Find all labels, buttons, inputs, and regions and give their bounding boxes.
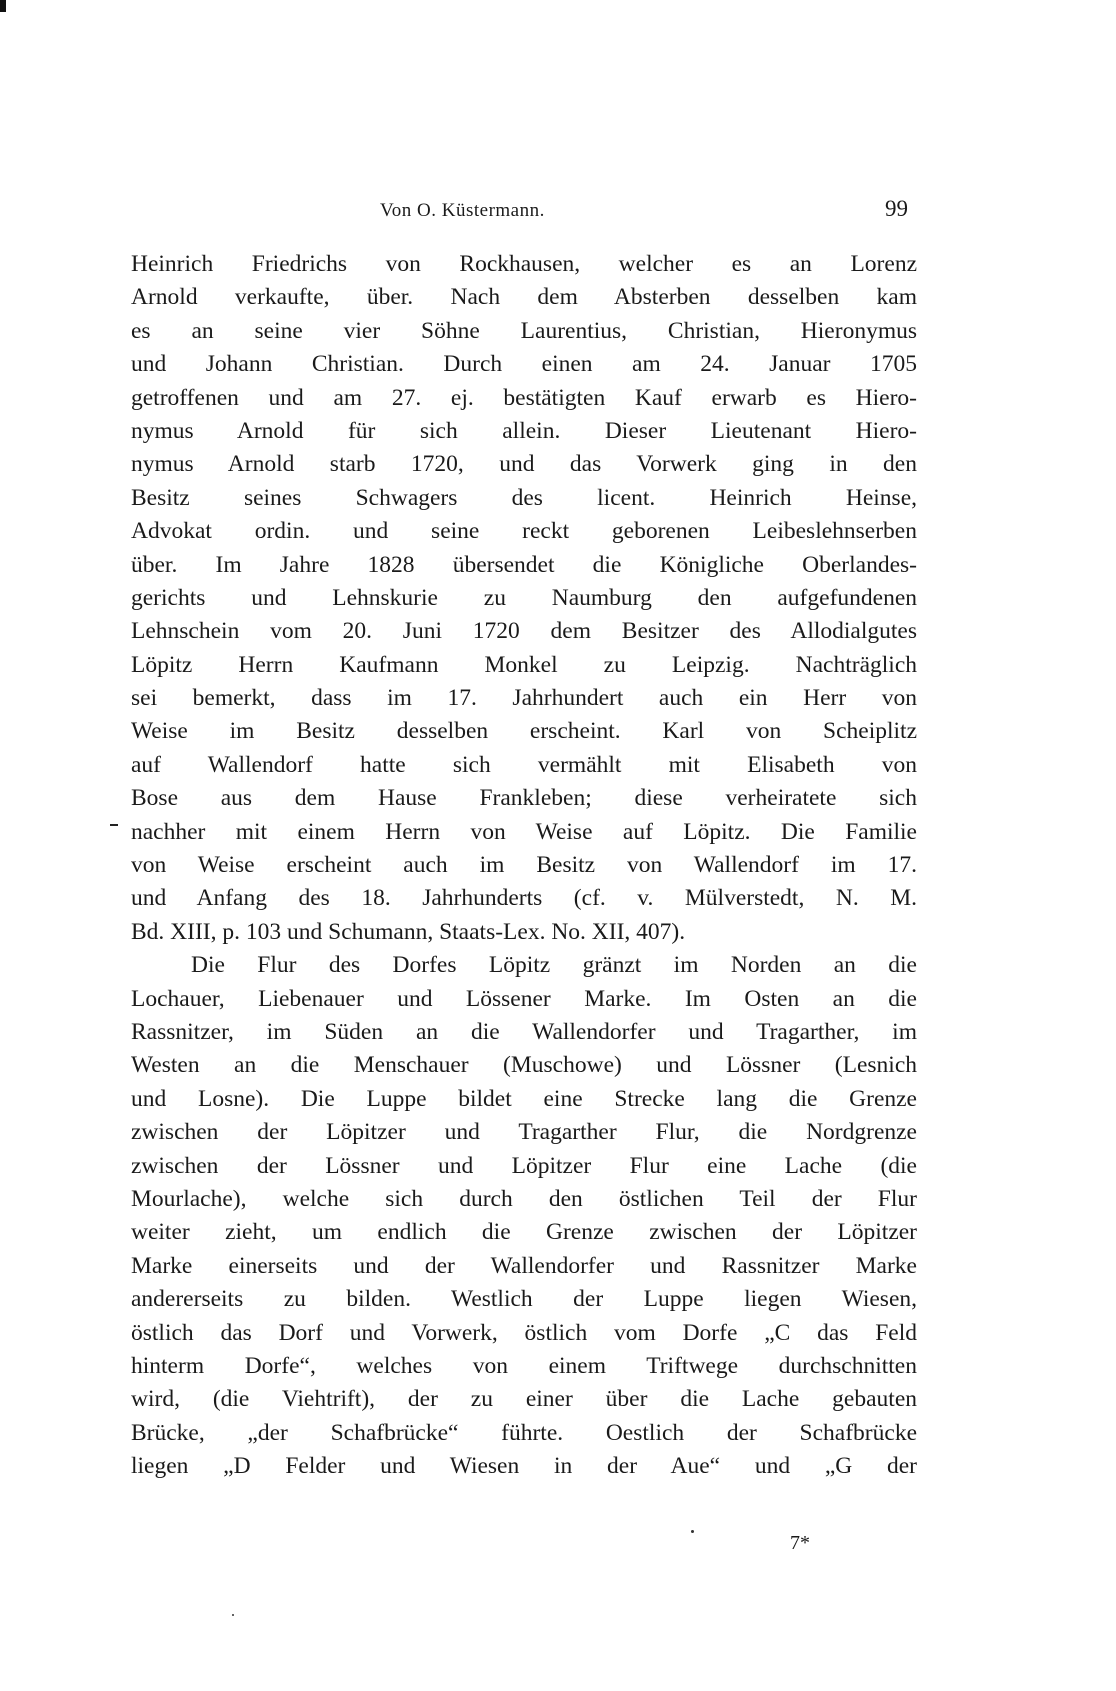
text-line: und Anfang des 18. Jahrhunderts (cf. v. Mülverstedt, N. M. (131, 885, 917, 912)
text-line: über. Im Jahre 1828 übersendet die Königliche Oberlandes- (131, 551, 917, 578)
text-line: Heinrich Friedrichs von Rockhausen, welcher es an Lorenz (131, 251, 917, 277)
text-line: Lehnschein vom 20. Juni 1720 dem Besitzer des Allodialgutes (131, 618, 917, 645)
text-line: und Losne). Die Luppe bildet eine Strecke lang die Grenze (131, 1085, 917, 1112)
paragraph-start-line: Die Flur des Dorfes Löpitz gränzt im Norden an die (191, 952, 917, 979)
text-line: hinterm Dorfe“, welches von einem Triftwege durchschnitten (131, 1352, 917, 1379)
text-line: weiter zieht, um endlich die Grenze zwischen der Löpitzer (131, 1219, 917, 1246)
text-line: Brücke, „der Schafbrücke“ führte. Oestlich der Schafbrücke (131, 1419, 917, 1446)
text-line: Arnold verkaufte, über. Nach dem Absterben desselben kam (131, 284, 917, 311)
text-line: östlich das Dorf und Vorwerk, östlich vom Dorfe „C das Feld (131, 1319, 917, 1346)
text-line: nymus Arnold starb 1720, und das Vorwerk ging in den (131, 451, 917, 478)
text-line: Advokat ordin. und seine reckt geborenen Leibeslehnserben (131, 518, 917, 545)
scan-speck (691, 1530, 694, 1533)
body-text (131, 248, 917, 1483)
text-line: und Johann Christian. Durch einen am 24. Januar 1705 (131, 351, 917, 378)
scan-corner-mark (0, 0, 6, 12)
text-line: nymus Arnold für sich allein. Dieser Lieutenant Hiero- (131, 417, 917, 444)
text-line: Lochauer, Liebenauer und Lössener Marke. Im Osten an die (131, 985, 917, 1012)
text-line: liegen „D Felder und Wiesen in der Aue“ und „G der (131, 1453, 917, 1480)
text-line: Besitz seines Schwagers des licent. Heinrich Heinse, (131, 484, 917, 511)
text-line: gerichts und Lehnskurie zu Naumburg den aufgefundenen (131, 584, 917, 611)
text-line: Löpitz Herrn Kaufmann Monkel zu Leipzig. Nachträglich (131, 651, 917, 678)
scan-speck (232, 1614, 234, 1616)
text-line: Mourlache), welche sich durch den östlichen Teil der Flur (131, 1185, 917, 1212)
text-line: wird, (die Viehtrift), der zu einer über die Lache gebauten (131, 1386, 917, 1413)
text-line: Weise im Besitz desselben erscheint. Karl von Scheiplitz (131, 718, 917, 745)
running-head (0, 196, 1116, 230)
text-line: zwischen der Löpitzer und Tragarther Flur, die Nordgrenze (131, 1119, 917, 1146)
running-title: Von O. Küstermann. (380, 200, 545, 221)
page-number: 99 (885, 196, 908, 221)
text-line: von Weise erscheint auch im Besitz von Wallendorf im 17. (131, 852, 917, 879)
text-line: Bose aus dem Hause Frankleben; diese verheiratete sich (131, 785, 917, 812)
text-line: es an seine vier Söhne Laurentius, Christian, Hieronymus (131, 317, 917, 344)
text-line: sei bemerkt, dass im 17. Jahrhundert auch ein Herr von (131, 685, 917, 712)
margin-mark (110, 824, 118, 826)
text-line: Marke einerseits und der Wallendorfer und Rassnitzer Marke (131, 1252, 917, 1279)
text-line: Rassnitzer, im Süden an die Wallendorfer und Tragarther, im (131, 1018, 917, 1045)
signature-mark: 7* (790, 1532, 810, 1554)
text-line: andererseits zu bilden. Westlich der Luppe liegen Wiesen, (131, 1286, 917, 1313)
text-line: Bd. XIII, p. 103 und Schumann, Staats-Lex. No. XII, 407). (131, 918, 686, 945)
text-line: auf Wallendorf hatte sich vermählt mit Elisabeth von (131, 751, 917, 778)
text-line: zwischen der Lössner und Löpitzer Flur eine Lache (die (131, 1152, 917, 1179)
text-line: getroffenen und am 27. ej. bestätigten Kauf erwarb es Hiero- (131, 384, 917, 411)
text-line: nachher mit einem Herrn von Weise auf Löpitz. Die Familie (131, 818, 917, 845)
text-line: Westen an die Menschauer (Muschowe) und Lössner (Lesnich (131, 1052, 917, 1079)
